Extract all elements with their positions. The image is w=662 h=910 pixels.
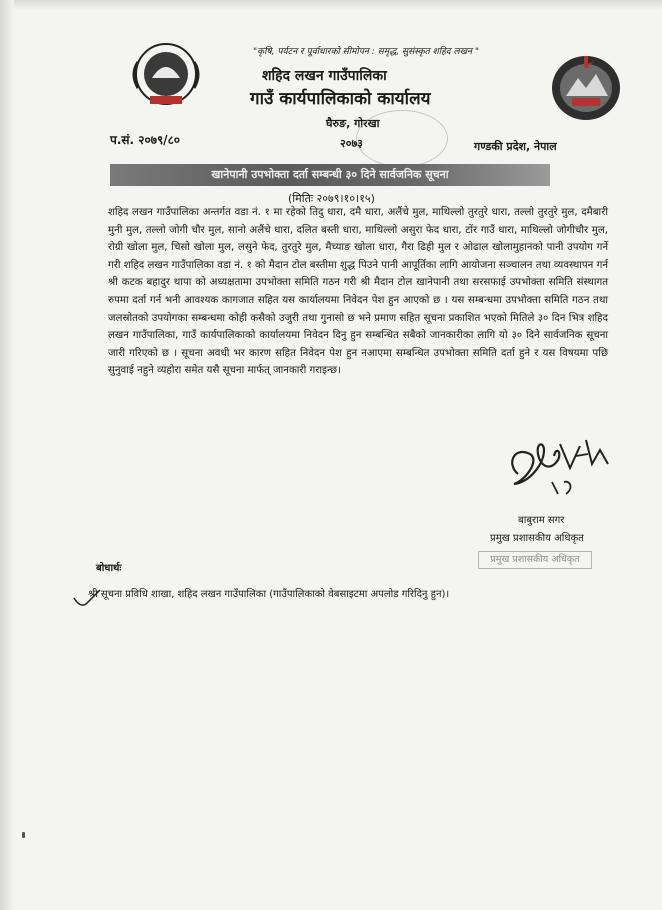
stamp-year: २०७३ (340, 137, 363, 150)
office-name: गाउँ कार्यपालिकाको कार्यालय (250, 89, 431, 109)
signer-title-stamp: प्रमुख प्रशासकीय अधिकृत (478, 551, 592, 569)
notice-title-banner: खानेपानी उपभोक्ता दर्ता सम्बन्धी ३० दिने सार्वजनिक सूचना (110, 164, 550, 186)
nepal-emblem-icon (128, 38, 204, 110)
handwritten-signature-icon (500, 424, 620, 514)
scan-fold-shadow (0, 0, 662, 10)
province-label: गण्डकी प्रदेश, नेपाल (474, 140, 557, 153)
notice-body: शहिद लखन गाउँपालिका अन्तर्गत वडा नं. १ मा रहेको तिदु धारा, दमै धारा, अलैंचे मुल, माथिल्लो तुरतुरे धारा, तल्लो तुरतुरे मुल, दमैबारी मुनी मुल, तल्लो जोगी चौर मुल, सानो अलैंचे धारा, दलित बस्ती धारा, माथिल्लो असुरा फेद धारा, टोंर गाउँ धारा, माथिल्लो जोगीचौर मुल, रोग्री खोला मुल, चिसो खोला मुल, लसुने फेद, तुरतुरे मुल, मैच्याङ खोला धारा, गैरा ढिही मुल र ओढाल खोलामुहानको पानी उपयोग गर्ने गरी शहिद लखन गाउँपालिका वडा नं. १ को मैदान टोल बस्तीमा शुद्ध पिउने पानी आपूर्तिका लागि आयोजना सञ्चालन तथा व्यवस्थापन गर्न श्री कटक बहादुर थापा को अध्यक्षतामा उपभोक्ता समिति गठन गरी श्री मैदान टोल खानेपानी तथा सरसफाई उपभोक्ता समिति संस्थागत रुपमा दर्ता गर्न भनी आवश्यक कागजात सहित यस कार्यालयमा निवेदन पेश हुन आएको छ । यस सम्बन्धमा उपभोक्ता समिति गठन तथा जलस्रोतको उपयोगका सम्बन्धमा कोही कसैको उजुरी तथा गुनासो छ भने प्रमाण सहित सूचना प्रकाशित भएको मितिले ३० दिन भित्र शहिद लखन गाउँपालिका, गाउँ कार्यपालिकाको कार्यालयमा निवेदन दिनु हुन सम्बन्धित सबैको जानकारीका लागि यो ३० दिने सार्वजनिक सूचना जारी गरिएको छ । सूचना अवधी भर कारण सहित निवेदन पेश हुन नआएमा सम्बन्धित उपभोक्ता समिति दर्ता हुने र यस विषयमा पछि सुनुवाई नहुने व्यहोरा समेत यसै सूचना मार्फत् जानकारी गराइन्छ। (108, 207, 608, 377)
office-motto: "कृषि, पर्यटन र पूर्वाधारको सीमोपन : समृद्ध, सुसंस्कृत शहिद लखन " (253, 47, 479, 57)
signer-title: प्रमुख प्रशासकीय अधिकृत (490, 533, 584, 544)
signer-name: बाबुराम सगर (518, 515, 565, 526)
municipality-title: शहिद लखन गाउँपालिका (262, 68, 387, 84)
cc-heading: बोधार्थः (96, 563, 122, 574)
office-address: घैरुङ, गोरखा (326, 117, 380, 130)
scan-speck (22, 832, 25, 838)
cc-recipient-line: श्री सूचना प्रविधि शाखा, शहिद लखन गाउँपालिका (गाउँपालिकाको वेबसाइटमा अपलोड गरिदिनु हुन)। (88, 589, 450, 600)
notice-date: (मितिः २०७९।१०।१५) (288, 192, 375, 205)
reference-number: प.सं. २०७९/८० (110, 133, 181, 147)
office-seal-stamp (356, 110, 448, 167)
municipality-logo-icon (544, 52, 628, 126)
scan-left-edge (0, 0, 14, 910)
